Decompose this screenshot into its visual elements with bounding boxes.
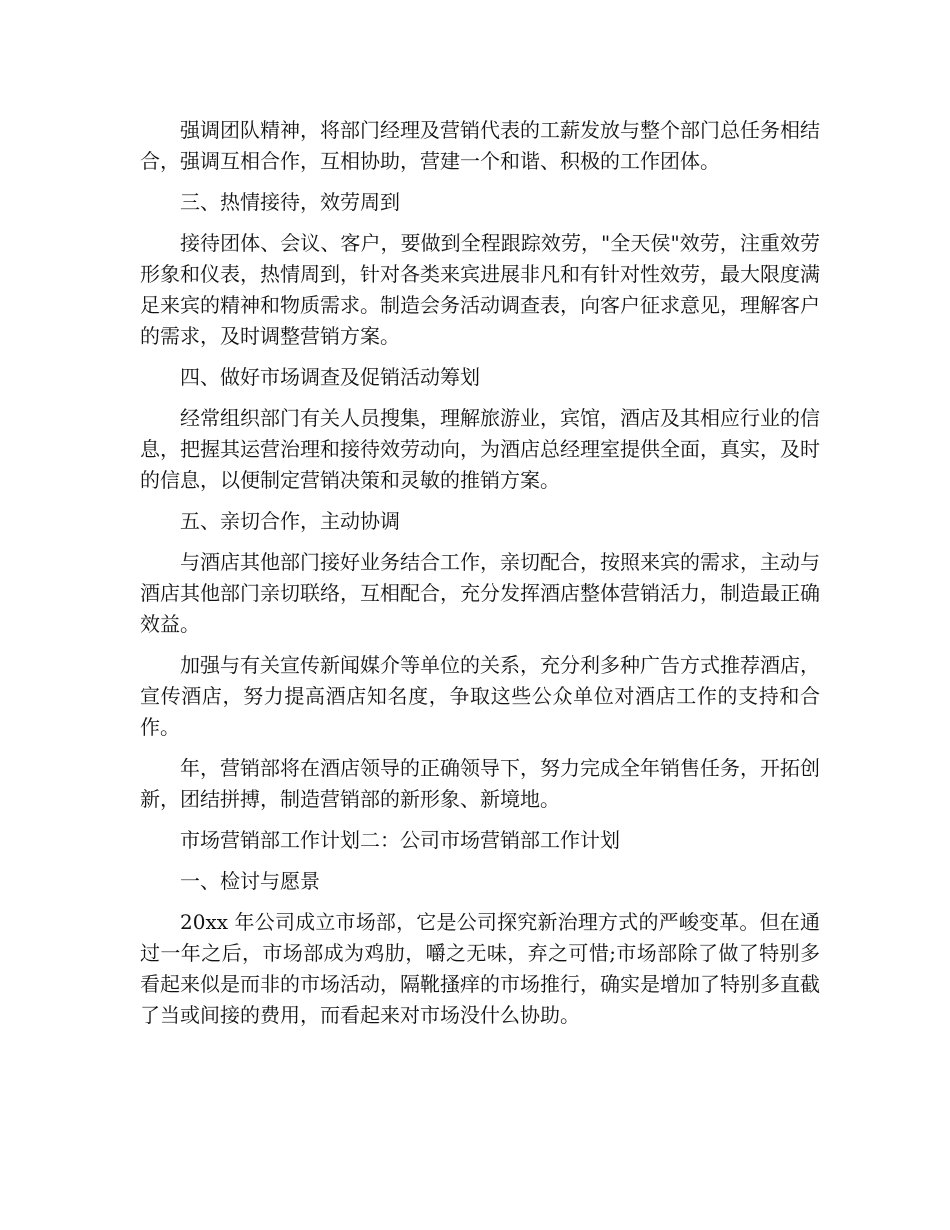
heading-review: 一、检讨与愿景: [180, 869, 320, 893]
heading-warm-reception: 三、热情接待，效劳周到: [180, 190, 400, 214]
para-cooperation: 与酒店其他部门接好业务结合工作，亲切配合，按照来宾的需求，主动与酒店其他部门亲切联络，互相配合，充分发挥酒店整体营销活力，制造最正确效益。: [140, 550, 820, 636]
document-body: [140, 115, 820, 1041]
para-media: 加强与有关宣传新闻媒介等单位的关系，充分利多种广告方式推荐酒店，宣传酒店，努力提高酒店知名度，争取这些公众单位对酒店工作的支持和合作。: [140, 653, 820, 739]
para-team-spirit: 强调团队精神，将部门经理及营销代表的工薪发放与整个部门总任务相结合，强调互相合作，互相协助，营建一个和谐、积极的工作团体。: [140, 118, 820, 173]
para-review: 20xx 年公司成立市场部，它是公司探究新治理方式的严峻变革。但在通过一年之后，市场部成为鸡肋，嚼之无味，弃之可惜;市场部除了做了特别多看起来似是而非的市场活动，隔靴搔痒的市场推行，确实是增加了特别多直截了当或间接的费用，而看起来对市场没什么协助。: [140, 910, 820, 1027]
heading-market-research: 四、做好市场调查及促销活动筹划: [180, 365, 480, 389]
para-reception: 接待团体、会议、客户，要做到全程跟踪效劳，"全天侯"效劳，注重效劳形象和仪表，热情周到，针对各类来宾进展非凡和有针对性效劳，最大限度满足来宾的精神和物质需求。制造会务活动调查表，向客户征求意见，理解客户的需求，及时调整营销方案。: [140, 231, 820, 348]
heading-cooperation: 五、亲切合作，主动协调: [180, 509, 400, 533]
heading-plan-two: 市场营销部工作计划二：公司市场营销部工作计划: [180, 828, 620, 852]
para-market-research: 经常组织部门有关人员搜集，理解旅游业，宾馆，酒店及其相应行业的信息，把握其运营治理和接待效劳动向，为酒店总经理室提供全面，真实，及时的信息，以便制定营销决策和灵敏的推销方案。: [140, 406, 820, 492]
para-annual-goal: 年，营销部将在酒店领导的正确领导下，努力完成全年销售任务，开拓创新，团结拼搏，制造营销部的新形象、新境地。: [140, 756, 820, 811]
